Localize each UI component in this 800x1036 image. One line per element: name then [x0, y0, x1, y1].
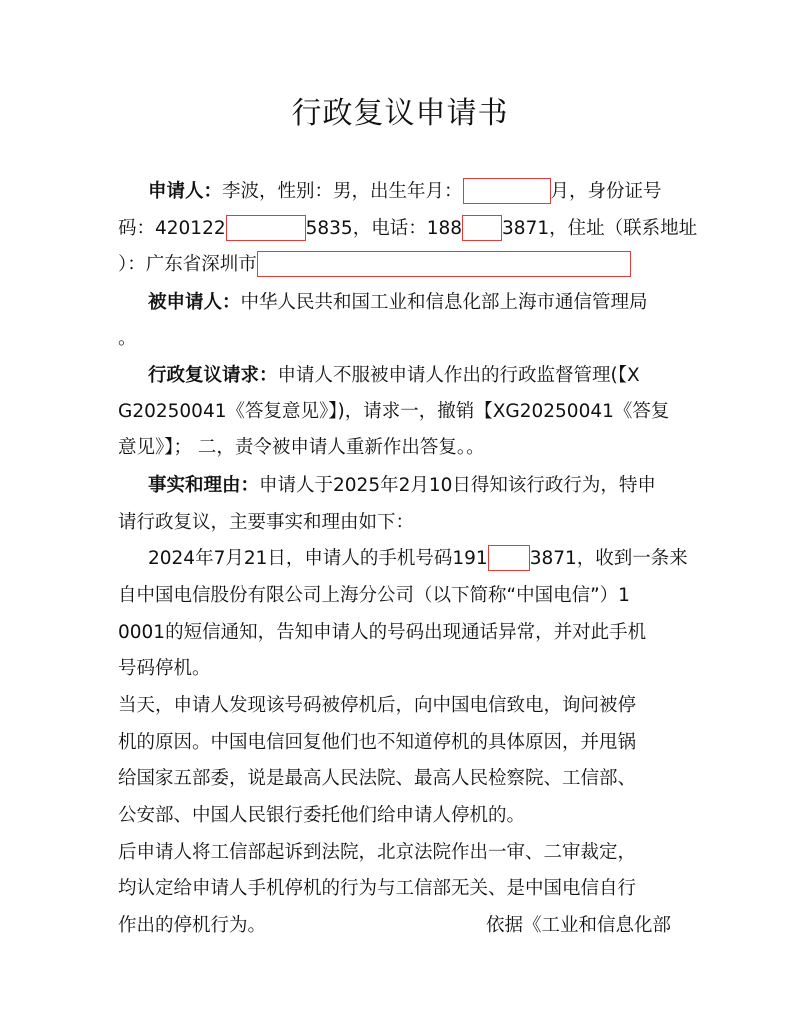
- respondent-line-1: [148, 291, 648, 315]
- facts-line-1: [148, 474, 656, 498]
- redaction-box-id: [226, 215, 306, 241]
- respondent-line-2: 。: [118, 328, 137, 349]
- request-line-3: 意见》】； 二，责令被申请人重新作出答复。。: [118, 437, 485, 458]
- applicant-line-3: [118, 253, 631, 277]
- redaction-box-phone: [462, 215, 502, 241]
- respondent-label: 被申请人：: [148, 292, 241, 313]
- redaction-box-phone-2: [488, 545, 530, 571]
- applicant-text-1a: 李波，性别：男，出生年月：: [222, 181, 463, 202]
- request-line-1: [148, 364, 640, 388]
- applicant-line-2: [118, 217, 697, 241]
- paragraph-3-line-2: 均认定给申请人手机停机的行为与工信部无关、是中国电信自行: [118, 878, 637, 899]
- applicant-text-3a: ）：广东省深圳市: [118, 254, 257, 275]
- facts-label: 事实和理由：: [148, 475, 260, 496]
- request-label: 行政复议请求：: [148, 365, 278, 386]
- paragraph-1-line-4: 号码停机。: [118, 658, 211, 679]
- paragraph-2-line-4: 公安部、中国人民银行委托他们给申请人停机的。: [118, 805, 526, 826]
- applicant-label: 申请人：: [148, 181, 223, 202]
- redaction-box-birth: [463, 178, 551, 204]
- applicant-line-1: [148, 180, 662, 204]
- paragraph-1-line-3: 0001的短信通知，告知申请人的号码出现通话异常，并对此手机: [118, 622, 647, 643]
- respondent-text-1: 中华人民共和国工业和信息化部上海市通信管理局: [240, 292, 648, 313]
- paragraph-1-text-1b: 3871，收到一条来: [529, 548, 688, 569]
- request-text-1: 申请人不服被申请人作出的行政监督管理(【X: [277, 365, 640, 386]
- applicant-text-1b: 月，身份证号: [550, 181, 662, 202]
- facts-text-1: 申请人于2025年2月10日得知该行政行为，特申: [259, 475, 656, 496]
- paragraph-2-line-1: 当天，申请人发现该号码被停机后，向中国电信致电，询问被停: [118, 695, 637, 716]
- paragraph-3-line-1: 后申请人将工信部起诉到法院，北京法院作出一审、二审裁定，: [118, 842, 637, 863]
- applicant-text-2a: 码：420122: [118, 218, 226, 239]
- paragraph-2-line-2: 机的原因。中国电信回复他们也不知道停机的具体原因，并甩锅: [118, 732, 637, 753]
- paragraph-3-line-3b: 依据《工业和信息化部: [486, 915, 672, 936]
- paragraph-1-text-1a: 2024年7月21日，申请人的手机号码191: [148, 548, 488, 569]
- document-title: 行政复议申请书: [291, 96, 509, 131]
- paragraph-1-line-1: [148, 547, 688, 571]
- redaction-box-address: [257, 251, 631, 277]
- request-line-2: G20250041《答复意见》】)，请求一，撤销【XG20250041《答复: [118, 401, 670, 422]
- applicant-text-2b: 5835，电话：188: [305, 218, 463, 239]
- paragraph-2-line-3: 给国家五部委，说是最高人民法院、最高人民检察院、工信部、: [118, 768, 637, 789]
- facts-line-2: 请行政复议，主要事实和理由如下：: [118, 512, 415, 533]
- paragraph-1-line-2: 自中国电信股份有限公司上海分公司（以下简称“中国电信”）1: [118, 585, 630, 606]
- applicant-text-2c: 3871，住址（联系地址: [502, 218, 698, 239]
- paragraph-3-line-3a: 作出的停机行为。: [118, 915, 267, 936]
